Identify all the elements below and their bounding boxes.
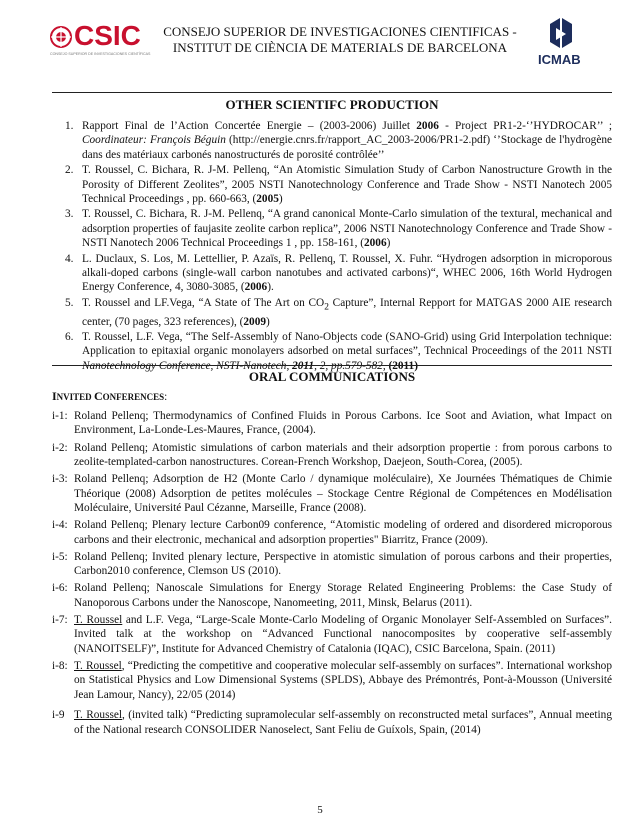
csic-emblem-icon bbox=[50, 26, 72, 48]
item-label: i-5: bbox=[52, 550, 68, 563]
csic-logo-subtitle: CONSEJO SUPERIOR DE INVESTIGACIONES CIENTÍFICAS bbox=[50, 52, 151, 56]
list-item bbox=[52, 472, 612, 515]
list-item bbox=[52, 518, 612, 547]
list-item bbox=[52, 550, 612, 579]
heading-cap: C bbox=[93, 389, 103, 403]
item-text: Roland Pellenq; Thermodynamics of Confined Fluids in Porous Carbons. Ice Soot and Aviation, what Impact on Environment, La-Londe-Les-Maures, France, (2004). bbox=[74, 410, 612, 437]
item-year: (2011) bbox=[388, 359, 418, 372]
section-title-oral: ORAL COMMUNICATIONS bbox=[248, 369, 416, 384]
item-text: T. Roussel, L.F. Vega, “The Self-Assembly of Nano-Objects code (SANO-Grid) using Grid Interpolation technique: Application to epitaxial organic monolayers adsorbed on metal surfaces”, Technical Proceedings of the 2011 NSTI bbox=[82, 330, 612, 358]
invited-conferences-heading bbox=[52, 389, 167, 404]
list-item bbox=[52, 409, 612, 438]
author-underlined: T. Roussel bbox=[74, 709, 123, 722]
item-text: Roland Pellenq; Adsorption de H2 (Monte Carlo / dynamique moléculaire), Xe Journées Thématiques de Chimie Théorique (2008) Adsorption de petites molécules – Stockage Centre Régional de Compétences en Modélisation Moléculaire, Université Paul Cézanne, Marseille, France (2008). bbox=[74, 473, 612, 515]
list-item bbox=[52, 163, 612, 206]
list-item bbox=[52, 252, 612, 295]
item-text: - Project PR1-2-‘’HYDROCAR’’ ; bbox=[438, 120, 612, 132]
author-underlined: T. Roussel bbox=[74, 614, 123, 627]
heading-cap: I bbox=[52, 389, 57, 403]
heading-smallcaps: NVITED bbox=[56, 392, 94, 402]
heading-colon: : bbox=[164, 391, 168, 403]
section-divider bbox=[52, 365, 612, 366]
list-item bbox=[52, 296, 612, 329]
header-line-1: CONSEJO SUPERIOR DE INVESTIGACIONES CIENTIFICAS - bbox=[163, 24, 517, 39]
item-label: i-2: bbox=[52, 441, 68, 454]
icmab-logo bbox=[536, 18, 596, 68]
item-text: ). bbox=[267, 281, 274, 294]
item-text: Roland Pellenq; Atomistic simulations of carbon materials and their adsorption propertie : from porous carbons to zeolite-templated-carbon nanostructures. Corean-French Workshop, Daejeon, South-Corea, (2005). bbox=[74, 441, 612, 469]
item-year: 2006 bbox=[416, 120, 439, 132]
list-item bbox=[52, 659, 612, 702]
list-item bbox=[52, 708, 612, 737]
item-label: i-6: bbox=[52, 582, 68, 595]
icmab-logo-text: ICMAB bbox=[538, 52, 581, 67]
item-text: L. Duclaux, S. Los, M. Lettellier, P. Azaïs, R. Pellenq, T. Roussel, X. Fuhr. “Hydrogen adsorption in microporous alkali-doped carbons (single-wall carbon nanotubes and activated carbons)“, WHEC 2006, 16th World Hydrogen Energy Conference, 4, 3080-3085, ( bbox=[82, 252, 612, 294]
icmab-emblem-icon bbox=[536, 18, 596, 52]
list-item bbox=[52, 441, 612, 470]
item-label: i-9 bbox=[52, 709, 65, 722]
production-list bbox=[52, 119, 612, 374]
item-text: Roland Pellenq; Invited plenary lecture, Perspective in atomistic simulation of porous carbons and their properties, Carbon2010 conference, Clemson US (2010). bbox=[74, 550, 612, 578]
csic-logo-text: CSIC bbox=[74, 20, 141, 51]
item-label: i-4: bbox=[52, 519, 68, 532]
item-text: , “Predicting the competitive and cooperative molecular self-assembly on surfaces”. International workshop on Statistical Physics and Low Dimensional Systems (SPLDS), Abbaye des Prémontrés, Pont-à-Mousson (Université Jean Lamour, Nancy), 22/05 (2014) bbox=[74, 660, 612, 701]
item-number: 1. bbox=[65, 120, 74, 132]
author-underlined: T. Roussel bbox=[74, 660, 122, 673]
item-text: Roland Pellenq; Nanoscale Simulations for Energy Storage Related Engineering Problems: the Case Study of Nanoporous Carbons under the Nanoscope, Nanomeeting, 2011, Minsk, Belarus (2011). bbox=[74, 582, 612, 609]
item-year: 2009 bbox=[243, 315, 266, 328]
document-header bbox=[160, 24, 520, 56]
item-text: T. Roussel and LF.Vega, “A State of The Art on CO bbox=[82, 296, 325, 309]
list-item bbox=[52, 119, 612, 162]
item-year: 2006 bbox=[244, 281, 268, 294]
list-item bbox=[52, 581, 612, 610]
list-item bbox=[52, 330, 612, 373]
item-text: ) bbox=[265, 315, 270, 328]
item-number: 6. bbox=[65, 330, 74, 343]
heading-smallcaps: ONFERENCES bbox=[102, 392, 165, 402]
item-coordinator: Coordinateur: François Béguin bbox=[82, 134, 226, 147]
item-subscript: 2 bbox=[324, 302, 329, 313]
item-number: 5. bbox=[65, 296, 74, 309]
conference-list bbox=[52, 409, 612, 740]
item-text: , (invited talk) “Predicting supramolecular self-assembly on reconstructed metal surfaces”, Annual meeting of the National research CONSOLIDER Nanoselect, Sant Feliu de Guíxols, Spain, (2014) bbox=[74, 709, 612, 736]
item-venue: Nanotechnology Conference, NSTI-Nanotech, bbox=[82, 359, 293, 372]
item-text: and L.F. Vega, “Large-Scale Monte-Carlo Modeling of Organic Monolayer Self-Assembled on Surfaces”. Invited talk at the workshop on “Advanced Functional nanocomposites by cooperative self-assembly (NANOITSELF)”, Institute for Advanced Chemistry of Catalonia (IQAC), CSIC Barcelona, Spain. (2011) bbox=[74, 614, 612, 655]
item-text: Rapport Final de l’Action Concertée Energie – (2003-2006) Juillet bbox=[82, 120, 417, 132]
item-text: ) bbox=[278, 193, 283, 206]
item-text: ) bbox=[386, 237, 391, 250]
item-number: 3. bbox=[65, 208, 74, 221]
item-number: 4. bbox=[65, 252, 74, 265]
item-text: (http://energie.cnrs.fr/rapport_AC_2003-2006/PR1-2.pdf) ‘’Stockage de l'hydrogène dans des matériaux carbonés nanostructurés de porosité contrôlée’’ bbox=[82, 134, 613, 161]
csic-logo bbox=[50, 22, 152, 62]
item-number: 2. bbox=[65, 164, 74, 177]
section-title-production: OTHER SCIENTIFC PRODUCTION bbox=[225, 97, 439, 112]
list-item bbox=[52, 613, 612, 656]
item-text: T. Roussel, C. Bichara, R. J-M. Pellenq, “A grand canonical Monte-Carlo simulation of the textural, mechanical and adsorption properties of faujasite zeolite carbon replica”, 2006 NSTI Nanotechnology Conference and Trade Show - NSTI Nanotech 2006 Technical Proceedings 1 , pp. 158-161, ( bbox=[82, 208, 612, 250]
item-label: i-3: bbox=[52, 473, 68, 486]
item-text: Roland Pellenq; Plenary lecture Carbon09 conference, “Atomistic modeling of ordered and disordered microporous carbons and their electronic, mechanical and adsorption properties" Biarritz, France (2009). bbox=[74, 519, 612, 546]
item-label: i-1: bbox=[52, 410, 68, 422]
item-year: 2011 bbox=[292, 359, 315, 372]
item-pages: , 2, pp.579-582, bbox=[314, 359, 389, 372]
item-text: T. Roussel, C. Bichara, R. J-M. Pellenq, “An Atomistic Simulation Study of Carbon Nanostructure Growth in the Porosity of Different Zeolites”, 2005 NSTI Nanotechnology Conference and Trade Show - NSTI Nanotech 2005 Technical Proceedings , pp. 660-663, ( bbox=[82, 164, 612, 206]
header-line-2: INSTITUT DE CIÈNCIA DE MATERIALS DE BARCELONA bbox=[172, 40, 508, 55]
item-label: i-8: bbox=[52, 660, 68, 673]
item-text: Capture”, Internal Repport for MATGAS 2000 AIE research center, (70 pages, 323 references), ( bbox=[82, 296, 612, 328]
item-year: 2005 bbox=[256, 193, 279, 206]
header-divider bbox=[52, 92, 612, 93]
list-item bbox=[52, 207, 612, 250]
item-label: i-7: bbox=[52, 614, 68, 627]
page-number: 5 bbox=[317, 804, 323, 816]
item-year: 2006 bbox=[364, 237, 387, 250]
